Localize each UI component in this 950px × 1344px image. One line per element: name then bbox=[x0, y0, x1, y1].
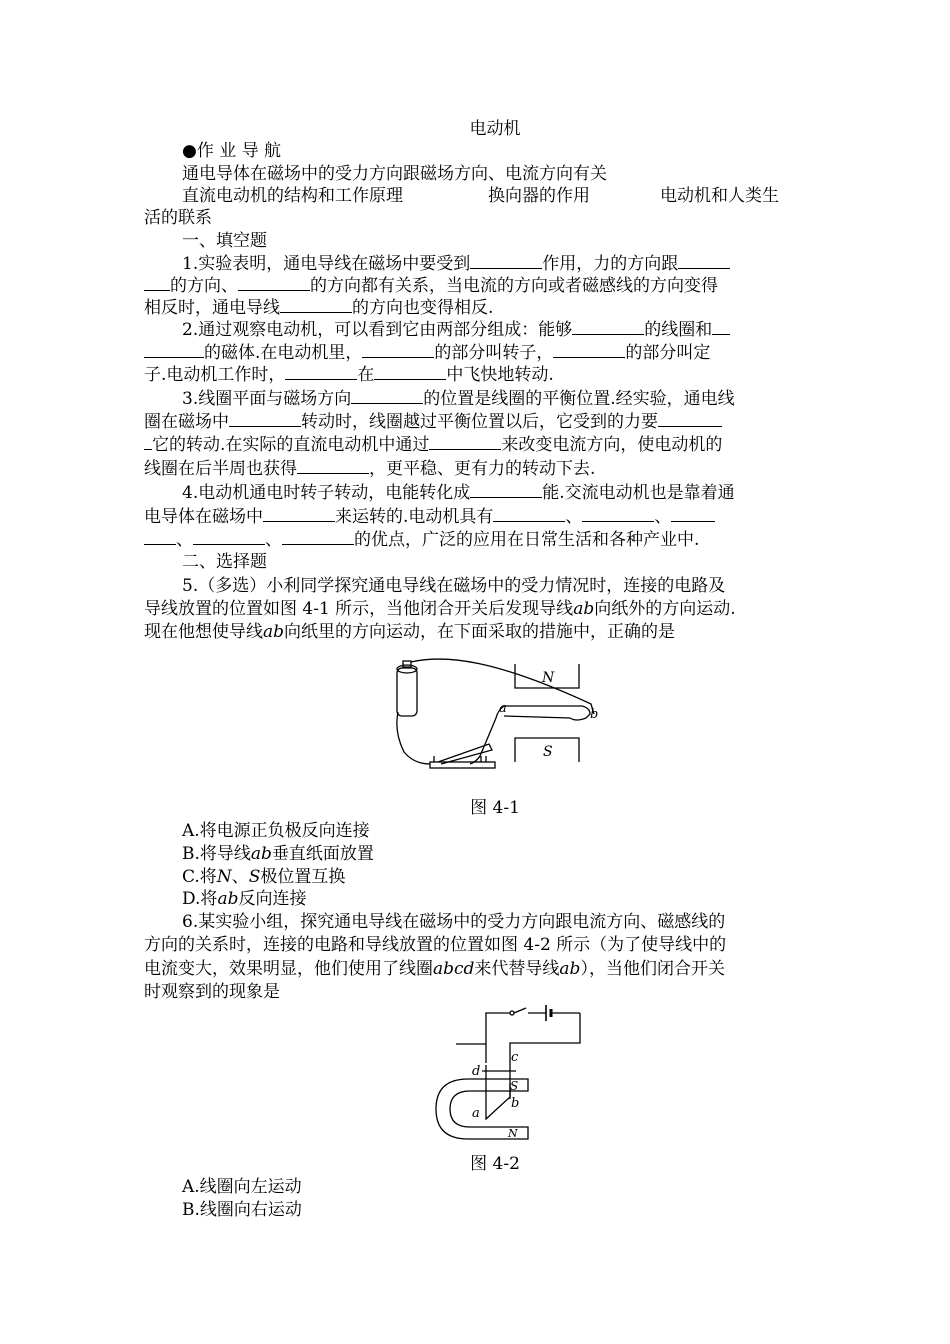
answer-blank[interactable] bbox=[144, 528, 176, 545]
q2-text: 在 bbox=[357, 365, 375, 385]
q6-text: 来代替导线 bbox=[474, 959, 560, 979]
q1-text: 相反时，通电导线 bbox=[144, 298, 280, 318]
q5-line-2 bbox=[144, 598, 736, 620]
answer-blank[interactable] bbox=[263, 505, 335, 522]
q5-wire-label: ab bbox=[573, 599, 595, 619]
q3-text: 线圈在后半周也获得 bbox=[144, 459, 297, 479]
coil-c-label: c bbox=[511, 1050, 519, 1065]
q2-line-1 bbox=[182, 318, 730, 340]
answer-blank[interactable] bbox=[470, 481, 542, 498]
q2-line-2 bbox=[144, 341, 710, 363]
figure-4-2 bbox=[414, 1003, 594, 1151]
option-text: S bbox=[248, 867, 261, 887]
q3-text: 来改变电流方向，使电动机的 bbox=[501, 435, 723, 455]
q3-text: 圈在磁场中 bbox=[144, 412, 229, 432]
option-text: C.将 bbox=[182, 867, 217, 887]
q5-text: 导线放置的位置如图 4-1 所示，当他闭合开关后发现导线 bbox=[144, 599, 574, 619]
q5-text: 向纸外的方向运动. bbox=[594, 599, 736, 619]
answer-blank[interactable] bbox=[572, 318, 644, 335]
guide-heading: ●作 业 导 航 bbox=[182, 141, 282, 161]
answer-blank[interactable] bbox=[297, 457, 369, 474]
q4-line-3 bbox=[144, 528, 699, 550]
option-text: ab bbox=[217, 889, 239, 909]
q2-text: 中飞快地转动. bbox=[446, 365, 554, 385]
q5-text: 向纸里的方向运动，在下面采取的措施中，正确的是 bbox=[284, 622, 676, 642]
q6-option-b[interactable]: B.线圈向右运动 bbox=[182, 1200, 302, 1220]
answer-blank[interactable] bbox=[362, 341, 434, 358]
north-pole-label: N bbox=[542, 670, 555, 686]
guide-line-3: 活的联系 bbox=[144, 208, 212, 228]
q3-text: 它的转动.在实际的直流电动机中通过 bbox=[152, 435, 430, 455]
coil-d-label: d bbox=[472, 1064, 481, 1079]
q2-text: 的部分叫转子， bbox=[434, 343, 554, 363]
q6-option-a[interactable]: A.线圈向左运动 bbox=[182, 1177, 302, 1197]
q3-text: ，更平稳、更有力的转动下去. bbox=[369, 459, 596, 479]
q3-line-2 bbox=[144, 410, 722, 432]
answer-blank[interactable] bbox=[280, 296, 352, 313]
q5-wire-label: ab bbox=[263, 622, 285, 642]
q2-text: 的部分叫定 bbox=[625, 343, 711, 363]
answer-blank[interactable] bbox=[144, 274, 170, 291]
q1-text: 的方向、 bbox=[170, 276, 238, 296]
coil-b-label: b bbox=[511, 1096, 520, 1111]
q5-option-d[interactable] bbox=[182, 888, 306, 910]
answer-blank[interactable] bbox=[282, 528, 354, 545]
q1-line-3 bbox=[144, 296, 493, 318]
q1-text: 作用，力的方向跟 bbox=[542, 254, 679, 274]
q1-line-2 bbox=[144, 274, 718, 296]
q1-text: 的方向都有关系，当电流的方向或者磁感线的方向变得 bbox=[310, 276, 718, 296]
wire-end-b-label: b bbox=[590, 707, 599, 722]
answer-blank[interactable] bbox=[193, 528, 265, 545]
q2-text: 子.电动机工作时， bbox=[144, 365, 286, 385]
q6-line-4: 时观察到的现象是 bbox=[144, 982, 280, 1002]
q6-line-2: 方向的关系时，连接的电路和导线放置的位置如图 4-2 所示（为了使导线中的 bbox=[144, 935, 727, 955]
answer-blank[interactable] bbox=[285, 363, 357, 380]
answer-blank[interactable] bbox=[712, 318, 730, 335]
q5-option-a[interactable]: A.将电源正负极反向连接 bbox=[182, 821, 370, 841]
q4-text: 电导体在磁场中 bbox=[144, 507, 263, 527]
q5-line-1: 5.（多选）小利同学探究通电导线在磁场中的受力情况时，连接的电路及 bbox=[182, 576, 726, 596]
guide-topic-commutator: 换向器的作用 bbox=[488, 186, 590, 206]
option-text: D.将 bbox=[182, 889, 218, 909]
q2-line-3 bbox=[144, 363, 554, 385]
q3-text: 3.线圈平面与磁场方向 bbox=[182, 389, 352, 409]
figure-4-1-diagram bbox=[386, 652, 608, 788]
q2-text: 的线圈和 bbox=[644, 320, 713, 340]
q6-text: 电流变大，效果明显，他们使用了线圈 bbox=[144, 959, 433, 979]
q6-text: ），当他们闭合开关 bbox=[580, 959, 725, 979]
q4-text: 来运转的.电动机具有 bbox=[335, 507, 494, 527]
figure-4-2-diagram bbox=[414, 1003, 594, 1151]
guide-line-2 bbox=[182, 185, 794, 207]
q4-text: 能.交流电动机也是靠着通 bbox=[542, 483, 735, 503]
answer-blank[interactable] bbox=[351, 387, 423, 404]
q3-text: 转动时，线圈越过平衡位置以后，它受到的力要 bbox=[301, 412, 658, 432]
answer-blank[interactable] bbox=[374, 363, 446, 380]
option-text: ab bbox=[250, 844, 272, 864]
figure-4-1 bbox=[386, 652, 608, 788]
document-title: 电动机 bbox=[469, 119, 521, 139]
answer-blank[interactable] bbox=[429, 433, 501, 450]
figure-4-2-caption: 图 4-2 bbox=[470, 1154, 520, 1174]
wire-end-a-label: a bbox=[499, 701, 507, 716]
q4-text: 、 bbox=[654, 507, 672, 527]
answer-blank[interactable] bbox=[553, 341, 625, 358]
figure-4-1-caption: 图 4-1 bbox=[470, 798, 520, 818]
guide-topic-structure: 直流电动机的结构和工作原理 bbox=[182, 186, 403, 206]
answer-blank[interactable] bbox=[144, 433, 152, 450]
answer-blank[interactable] bbox=[678, 252, 730, 269]
q2-text: 2.通过观察电动机，可以看到它由两部分组成：能够 bbox=[182, 320, 573, 340]
option-text: 垂直纸面放置 bbox=[271, 844, 374, 864]
q4-text: 的优点，广泛的应用在日常生活和各种产业中. bbox=[354, 530, 700, 550]
q5-line-3 bbox=[144, 621, 675, 643]
magnet-n-label: N bbox=[508, 1127, 518, 1140]
q6-line-3 bbox=[144, 958, 725, 980]
answer-blank[interactable] bbox=[238, 274, 310, 291]
q2-text: 的磁体.在电动机里， bbox=[204, 343, 363, 363]
guide-line-1: 通电导体在磁场中的受力方向跟磁场方向、电流方向有关 bbox=[182, 164, 607, 184]
q3-line-4 bbox=[144, 457, 595, 479]
answer-blank[interactable] bbox=[658, 410, 722, 427]
south-pole-label: S bbox=[543, 744, 553, 760]
answer-blank[interactable] bbox=[671, 505, 715, 522]
answer-blank[interactable] bbox=[493, 505, 565, 522]
q4-text: 、 bbox=[265, 530, 282, 550]
q1-line-1 bbox=[182, 252, 730, 274]
option-text: 极位置互换 bbox=[260, 867, 346, 887]
answer-blank[interactable] bbox=[144, 341, 204, 358]
guide-topic-relation: 电动机和人类生 bbox=[660, 186, 779, 206]
q1-text: 1.实验表明，通电导线在磁场中要受到 bbox=[182, 254, 471, 274]
answer-blank[interactable] bbox=[229, 410, 301, 427]
answer-blank[interactable] bbox=[582, 505, 654, 522]
q1-text: 的方向也变得相反. bbox=[352, 298, 494, 318]
option-text: B.将导线 bbox=[182, 844, 251, 864]
q3-line-3 bbox=[144, 433, 722, 455]
q5-option-c[interactable] bbox=[182, 866, 345, 888]
q4-text: 、 bbox=[565, 507, 583, 527]
q3-text: 的位置是线圈的平衡位置.经实验，通电线 bbox=[423, 389, 735, 409]
answer-blank[interactable] bbox=[470, 252, 542, 269]
q5-text: 现在他想使导线 bbox=[144, 622, 263, 642]
q5-option-b[interactable] bbox=[182, 843, 374, 865]
q6-coil-label: abcd bbox=[433, 959, 475, 979]
q4-line-1 bbox=[182, 481, 735, 503]
q4-line-2 bbox=[144, 505, 715, 527]
option-text: 反向连接 bbox=[238, 889, 307, 909]
q6-wire-label: ab bbox=[559, 959, 581, 979]
q6-line-1: 6.某实验小组，探究通电导线在磁场中的受力方向跟电流方向、磁感线的 bbox=[182, 912, 726, 932]
section-choice-heading: 二、选择题 bbox=[182, 552, 267, 572]
q3-line-1 bbox=[182, 387, 735, 409]
magnet-s-label: S bbox=[510, 1079, 519, 1093]
q4-text: 4.电动机通电时转子转动，电能转化成 bbox=[182, 483, 471, 503]
option-text: N bbox=[216, 867, 232, 887]
coil-a-label: a bbox=[472, 1106, 480, 1121]
option-text: 、 bbox=[231, 867, 249, 887]
section-fill-blank-heading: 一、填空题 bbox=[182, 231, 267, 251]
q4-text: 、 bbox=[176, 530, 193, 550]
